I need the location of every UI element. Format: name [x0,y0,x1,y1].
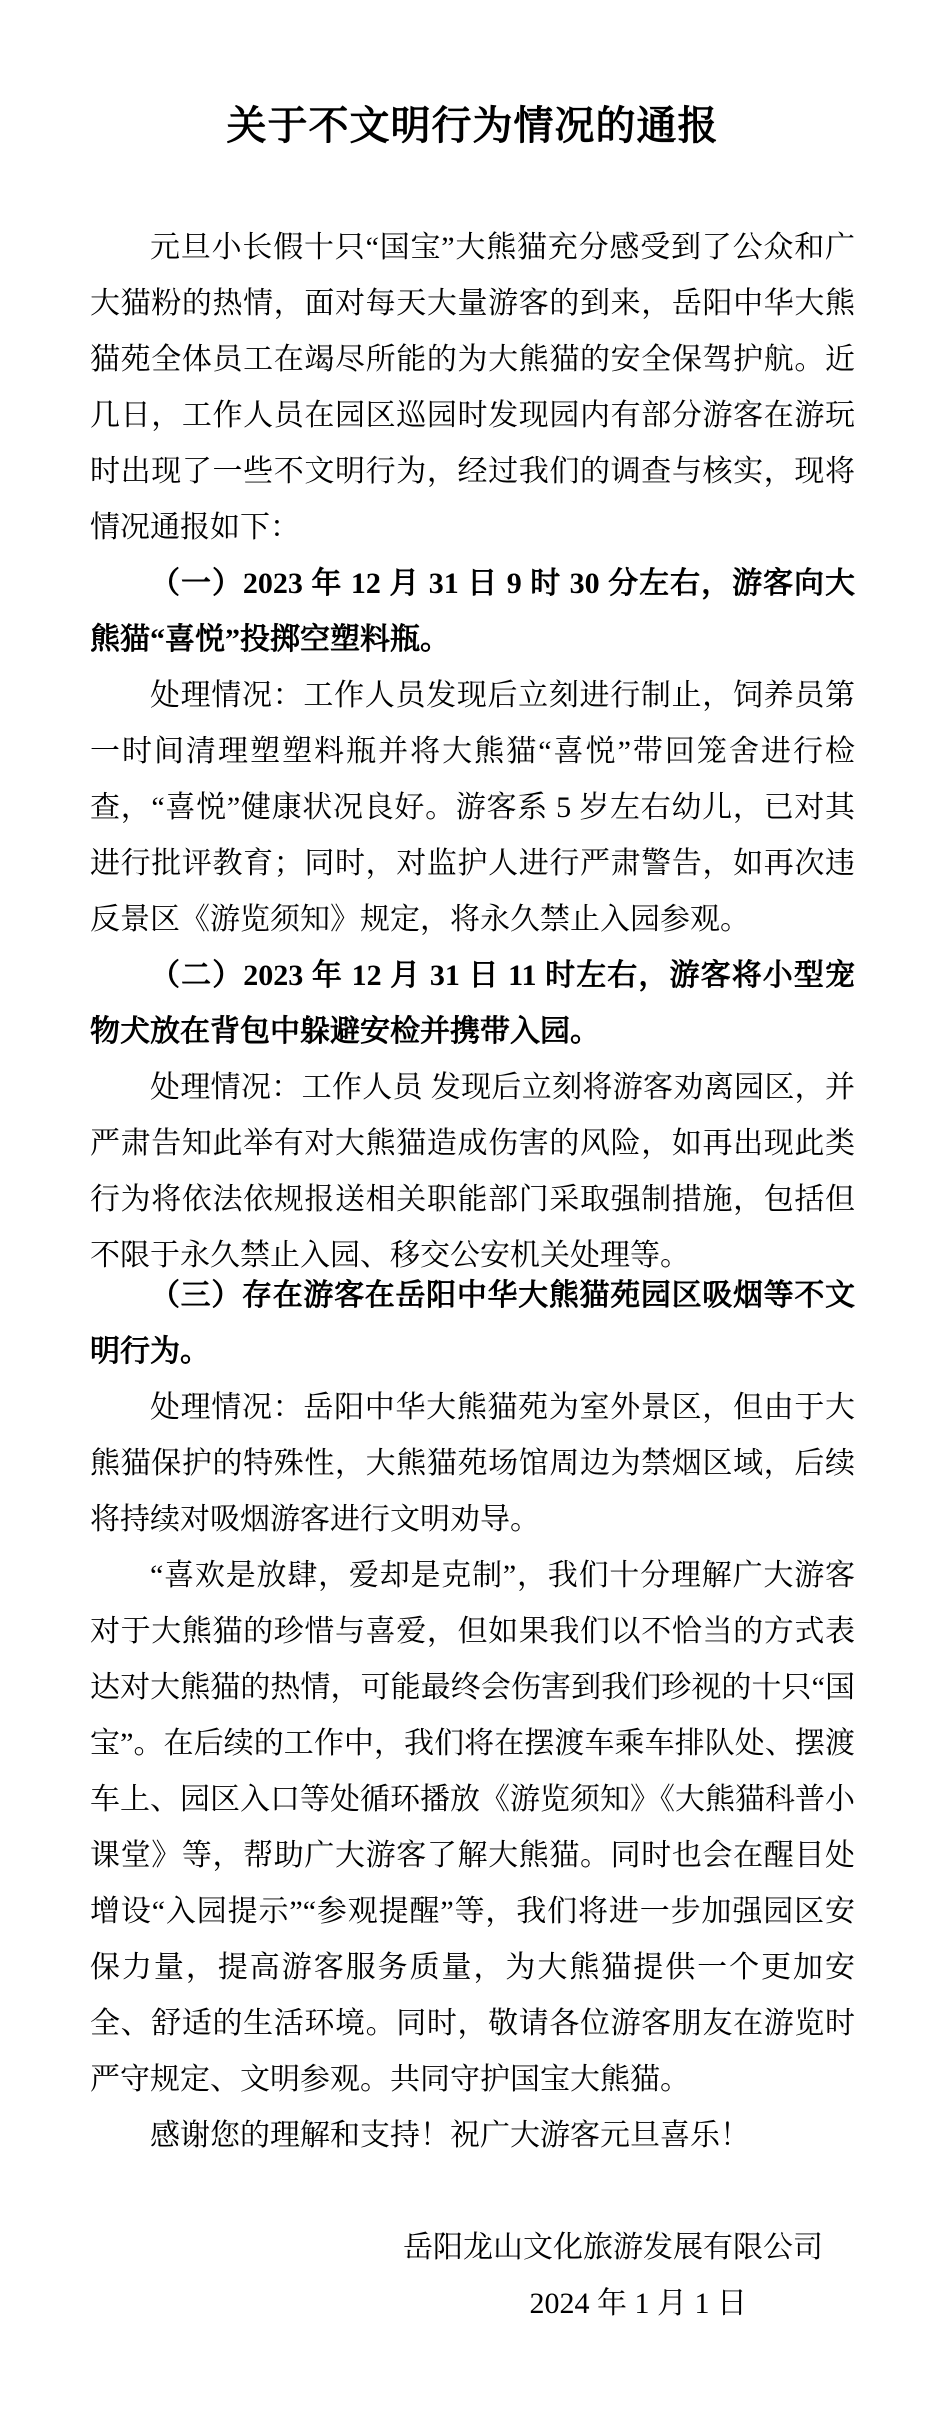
paragraph-incident-2-handling: 处理情况：工作人员 发现后立刻将游客劝离园区，并严肃告知此举有对大熊猫造成伤害的风险，如再出现此类行为将依法依规报送相关职能部门采取强制措施，包括但不限于永久禁止入园、移交公安机关处理等。 [90,1071,855,1272]
heading-incident-1: （一）2023 年 12 月 31 日 9 时 30 分左右，游客向大熊猫“喜悦”投掷空塑料瓶。 [90,567,855,656]
signature-date: 2024 年 1 月 1 日 [529,2287,747,2320]
signature-block [90,2220,855,2332]
document-title: 关于不文明行为情况的通报 [226,103,719,148]
heading-incident-2: （二）2023 年 12 月 31 日 11 时左右，游客将小型宠物犬放在背包中躲避安检并携带入园。 [90,959,855,1048]
heading-incident-3: （三）存在游客在岳阳中华大熊猫苑园区吸烟等不文明行为。 [90,1279,855,1368]
paragraph-closing: “喜欢是放肆，爱却是克制”，我们十分理解广大游客对于大熊猫的珍惜与喜爱，但如果我们以不恰当的方式表达对大熊猫的热情，可能最终会伤害到我们珍视的十只“国宝”。在后续的工作中，我们将在摆渡车乘车排队处、摆渡车上、园区入口等处循环播放《游览须知》《大熊猫科普小课堂》等，帮助广大游客了解大熊猫。同时也会在醒目处增设“入园提示”“参观提醒”等，我们将进一步加强园区安保力量，提高游客服务质量，为大熊猫提供一个更加安全、舒适的生活环境。同时，敬请各位游客朋友在游览时严守规定、文明参观。共同守护国宝大熊猫。 [90,1559,855,2096]
document-body [90,220,855,2164]
signature-company: 岳阳龙山文化旅游发展有限公司 [403,2231,823,2264]
paragraph-incident-1-handling: 处理情况：工作人员发现后立刻进行制止，饲养员第一时间清理塑塑料瓶并将大熊猫“喜悦”带回笼舍进行检查，“喜悦”健康状况良好。游客系 5 岁左右幼儿，已对其进行批评教育；同时，对监护人进行严肃警告，如再次违反景区《游览须知》规定，将永久禁止入园参观。 [90,679,855,936]
blank-line [90,2164,855,2220]
paragraph-incident-3-handling: 处理情况：岳阳中华大熊猫苑为室外景区，但由于大熊猫保护的特殊性，大熊猫苑场馆周边为禁烟区域，后续将持续对吸烟游客进行文明劝导。 [90,1391,855,1536]
paragraph-thanks: 感谢您的理解和支持！祝广大游客元旦喜乐！ [150,2119,750,2152]
paragraph-intro: 元旦小长假十只“国宝”大熊猫充分感受到了公众和广大猫粉的热情，面对每天大量游客的到来，岳阳中华大熊猫苑全体员工在竭尽所能的为大熊猫的安全保驾护航。近几日，工作人员在园区巡园时发现园内有部分游客在游玩时出现了一些不文明行为，经过我们的调查与核实，现将情况通报如下： [90,231,855,544]
